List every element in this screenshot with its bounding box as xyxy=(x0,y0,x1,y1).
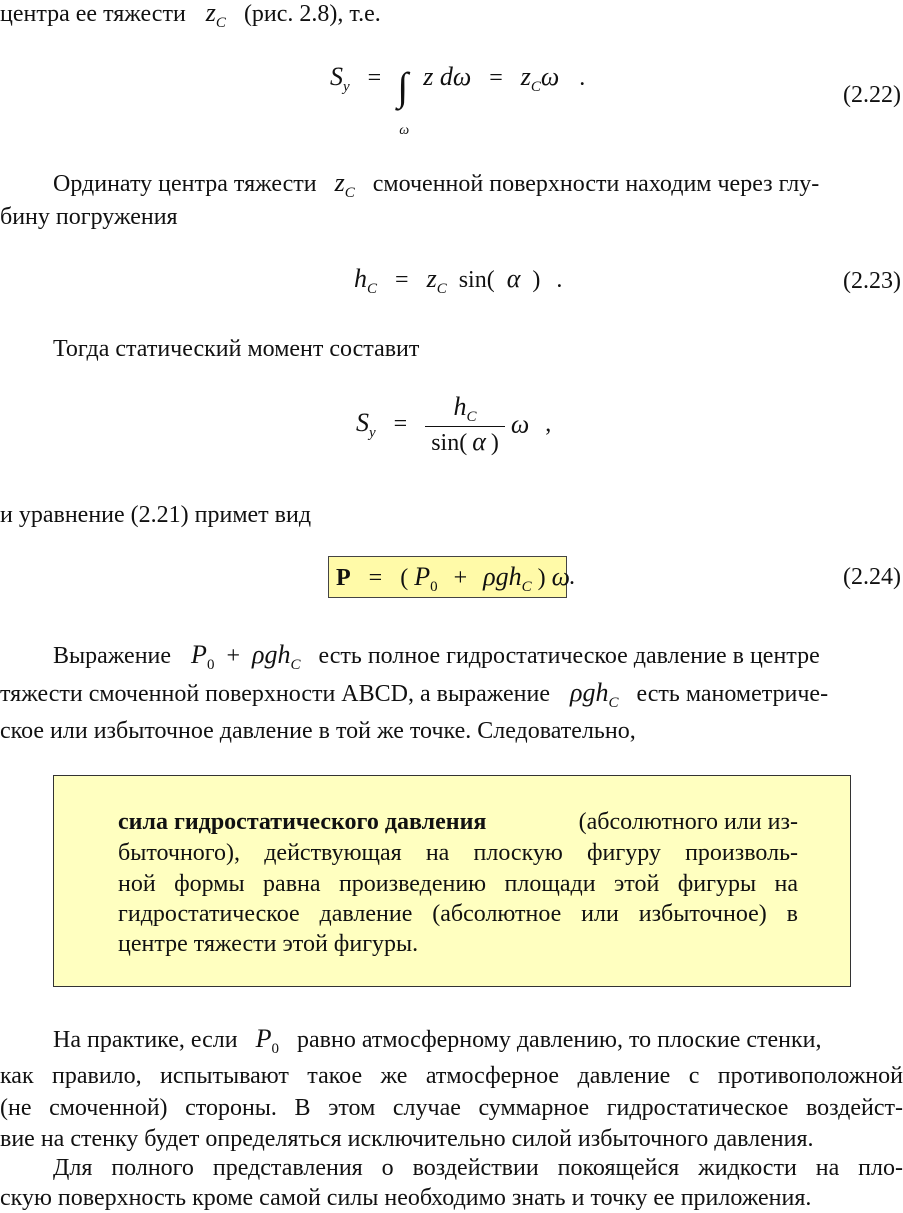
text-fragment: центра ее тяжести xyxy=(0,1,186,27)
text-line: вие на стенку будет определяться исключительно силой избыточного давления. xyxy=(0,1126,814,1152)
equals-sign: = xyxy=(393,411,408,437)
text-fragment: смоченной поверхности находим через глу- xyxy=(372,171,820,197)
integrand: z dω xyxy=(423,62,472,91)
math-var: ω xyxy=(510,409,530,439)
math-paren: ) xyxy=(532,267,541,293)
math-var: $z_C\omega$ xyxy=(520,62,560,95)
fraction xyxy=(425,392,505,457)
equation-2-23 xyxy=(354,264,562,298)
text-line: (не смоченной) стороны. В этом случае суммарное гидростатическое воздейст- xyxy=(0,1095,903,1121)
definition-line: ной формы равна произведению площади этой фигуры на xyxy=(118,871,798,897)
text-line: Для полного представления о воздействии покоящейся жидкости на пло- xyxy=(53,1155,903,1181)
equation-fraction xyxy=(356,392,551,457)
plus-sign: + xyxy=(453,565,468,591)
equals-sign: = xyxy=(367,65,382,91)
definition-line xyxy=(118,807,798,837)
text-fragment: есть полное гидростатическое давление в центре xyxy=(318,643,820,669)
text-line: скую поверхность кроме самой силы необходимо знать и точку ее приложения. xyxy=(0,1185,812,1211)
math-var: ω xyxy=(551,562,571,591)
text-fragment: есть манометриче- xyxy=(636,681,829,707)
punct: . xyxy=(556,267,563,293)
math-paren: ( xyxy=(400,565,409,591)
text-fragment: (рис. 2.8), т.е. xyxy=(243,1,381,27)
punct: , xyxy=(545,411,552,437)
math-var: ρgh$_C$ xyxy=(483,562,532,595)
text-fragment: Ординату центра тяжести xyxy=(53,171,317,197)
paragraph xyxy=(0,640,903,680)
equation-2-22: $S_y$ = ∫ ω z $d\omega = z_C\omega$ . xyxy=(330,62,586,138)
math-var: α xyxy=(506,264,521,293)
definition-line: центре тяжести этой фигуры. xyxy=(118,931,419,957)
math-var: $P_0$ xyxy=(414,562,438,595)
text-line: как правило, испытывают такое же атмосферное давление с противоположной xyxy=(0,1063,903,1089)
text-fragment: (абсолютного или из- xyxy=(578,809,798,835)
text-line xyxy=(0,0,381,38)
text-line: ское или избыточное давление в той же точке. Следовательно, xyxy=(0,718,636,744)
paragraph xyxy=(0,1024,903,1064)
equation-2-24 xyxy=(336,562,570,596)
math-var: $P_0$ xyxy=(191,640,215,673)
math-paren: ) xyxy=(537,565,546,591)
text-line: Тогда статический момент составит xyxy=(53,336,420,362)
math-var: $P_0$ xyxy=(255,1024,279,1057)
math-var: $h_C$ xyxy=(354,264,378,297)
math-var: $S_y$ xyxy=(330,62,350,95)
text-line: бину погружения xyxy=(0,204,178,230)
punct: . xyxy=(579,65,586,91)
text-fragment: На практике, если xyxy=(53,1027,238,1053)
equation-number: (2.23) xyxy=(843,268,901,294)
text-line: и уравнение (2.21) примет вид xyxy=(0,502,312,528)
fraction-denominator: sin( α ) xyxy=(431,427,499,456)
math-var: $S_y$ xyxy=(356,407,376,441)
definition-line: гидростатическое давление (абсолютное или избыточное) в xyxy=(118,901,798,927)
text-fragment: Выражение xyxy=(53,643,172,669)
paragraph xyxy=(0,678,903,718)
text-fragment: тяжести смоченной поверхности ABCD, а выражение xyxy=(0,681,550,707)
math-var: ρgh$_C$ xyxy=(251,640,301,673)
definition-term: сила гидростатического давления xyxy=(118,809,487,835)
punct: . xyxy=(569,564,575,590)
equation-number: (2.22) xyxy=(843,82,901,108)
fraction-numerator: $h_C$ xyxy=(425,392,505,427)
text-fragment: равно атмосферному давлению, то плоские стенки, xyxy=(296,1027,822,1053)
math-var: $z_C$ xyxy=(334,168,355,201)
definition-line: быточного), действующая на плоскую фигуру произволь- xyxy=(118,840,798,866)
equals-sign: = xyxy=(395,267,409,293)
math-var: P xyxy=(336,565,351,591)
equation-number: (2.24) xyxy=(843,564,901,590)
math-func: sin( xyxy=(458,267,495,293)
plus-sign: + xyxy=(226,643,240,669)
math-var: $z_C$ xyxy=(205,0,226,31)
equals-sign: = xyxy=(368,565,383,591)
equals-sign: = xyxy=(489,65,503,91)
math-var: $z_C$ xyxy=(426,264,447,297)
math-var: ρgh$_C$ xyxy=(570,678,619,711)
